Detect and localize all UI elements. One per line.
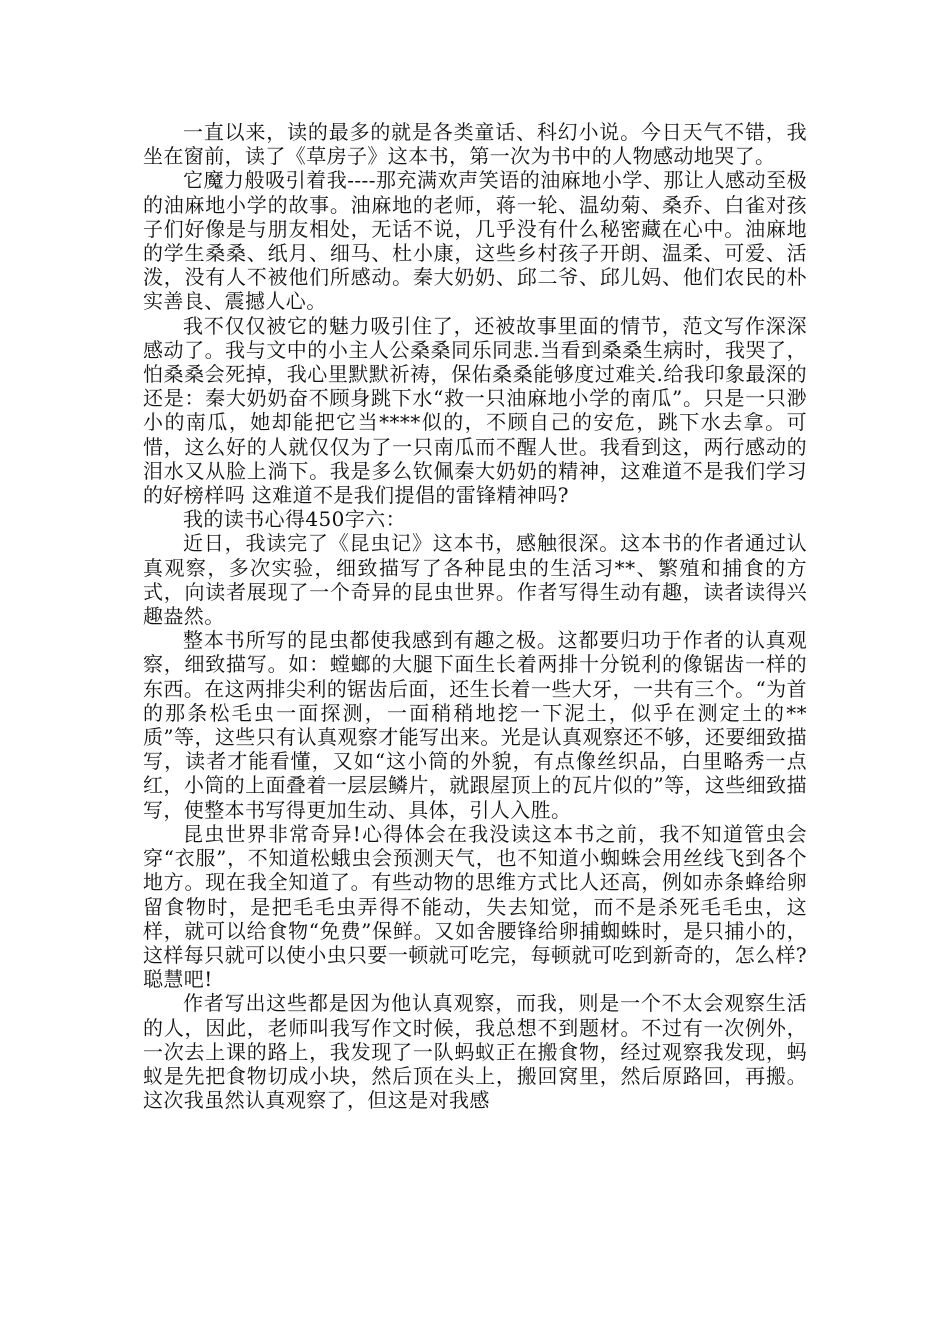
paragraph-7: 作者写出这些都是因为他认真观察，而我，则是一个不太会观察生活的人，因此，老师叫我写作文时候，我总想不到题材。不过有一次例外，一次去上课的路上，我发现了一队蚂蚁正在搬食物，经过观察我发现，蚂蚁是先把食物切成小块，然后顶在头上，搬回窝里，然后原路回，再搬。这次我虽然认真观察了，但这是对我感 xyxy=(143,991,807,1113)
paragraph-4: 近日，我读完了《昆虫记》这本书，感触很深。这本书的作者通过认真观察，多次实验，细致描写了各种昆虫的生活习**、繁殖和捕食的方式，向读者展现了一个奇异的昆虫世界。作者写得生动有趣，读者读得兴趣盎然。 xyxy=(143,531,807,629)
paragraph-6: 昆虫世界非常奇异!心得体会在我没读这本书之前，我不知道管虫会穿“衣服”，不知道松蛾虫会预测天气，也不知道小蜘蛛会用丝线飞到各个地方。现在我全知道了。有些动物的思维方式比人还高，例如赤条蜂给卵留食物时，是把毛毛虫弄得不能动，失去知觉，而不是杀死毛毛虫，这样，就可以给食物“免费”保鲜。又如舍腰锋给卵捕蜘蛛时，是只捕小的，这样每只就可以使小虫只要一顿就可吃完，每顿就可吃到新奇的，怎么样?聪慧吧! xyxy=(143,821,807,992)
paragraph-2: 它魔力般吸引着我----那充满欢声笑语的油麻地小学、那让人感动至极的油麻地小学的故事。油麻地的老师，蒋一轮、温幼菊、桑乔、白雀对孩子们好像是与朋友相处，无话不说，几乎没有什么秘密藏在心中。油麻地的学生桑桑、纸月、细马、杜小康，这些乡村孩子开朗、温柔、可爱、活泼，没有人不被他们所感动。秦大奶奶、邱二爷、邱儿妈、他们农民的朴实善良、震撼人心。 xyxy=(143,168,807,314)
paragraph-3: 我不仅仅被它的魅力吸引住了，还被故事里面的情节，范文写作深深感动了。我与文中的小主人公桑桑同乐同悲.当看到桑桑生病时，我哭了，怕桑桑会死掉，我心里默默祈祷，保佑桑桑能够度过难关.给我印象最深的还是：秦大奶奶奋不顾身跳下水“救一只油麻地小学的南瓜”。只是一只渺小的南瓜，她却能把它当****似的，不顾自己的安危，跳下水去拿。可惜，这么好的人就仅仅为了一只南瓜而不醒人世。我看到这，两行感动的泪水又从脸上淌下。我是多么钦佩秦大奶奶的精神，这难道不是我们学习的好榜样吗 这难道不是我们提倡的雷锋精神吗? xyxy=(143,313,807,508)
section-heading: 我的读书心得450字六： xyxy=(183,507,406,532)
document-body xyxy=(143,120,807,1112)
paragraph-1: 一直以来，读的最多的就是各类童话、科幻小说。今日天气不错，我坐在窗前，读了《草房子》这本书，第一次为书中的人物感动地哭了。 xyxy=(143,120,807,169)
paragraph-5: 整本书所写的昆虫都使我感到有趣之极。这都要归功于作者的认真观察，细致描写。如：螳螂的大腿下面生长着两排十分锐利的像锯齿一样的东西。在这两排尖利的锯齿后面，还生长着一些大牙，一共有三个。“为首的那条松毛虫一面探测，一面稍稍地挖一下泥土，似乎在测定土的**质”等，这些只有认真观察才能写出来。光是认真观察还不够，还要细致描写，读者才能看懂，又如“这小筒的外貌，有点像丝织品，白里略秀一点红，小筒的上面叠着一层层鳞片，就跟屋顶上的瓦片似的”等，这些细致描写，使整本书写得更加生动、具体，引人入胜。 xyxy=(143,628,807,822)
